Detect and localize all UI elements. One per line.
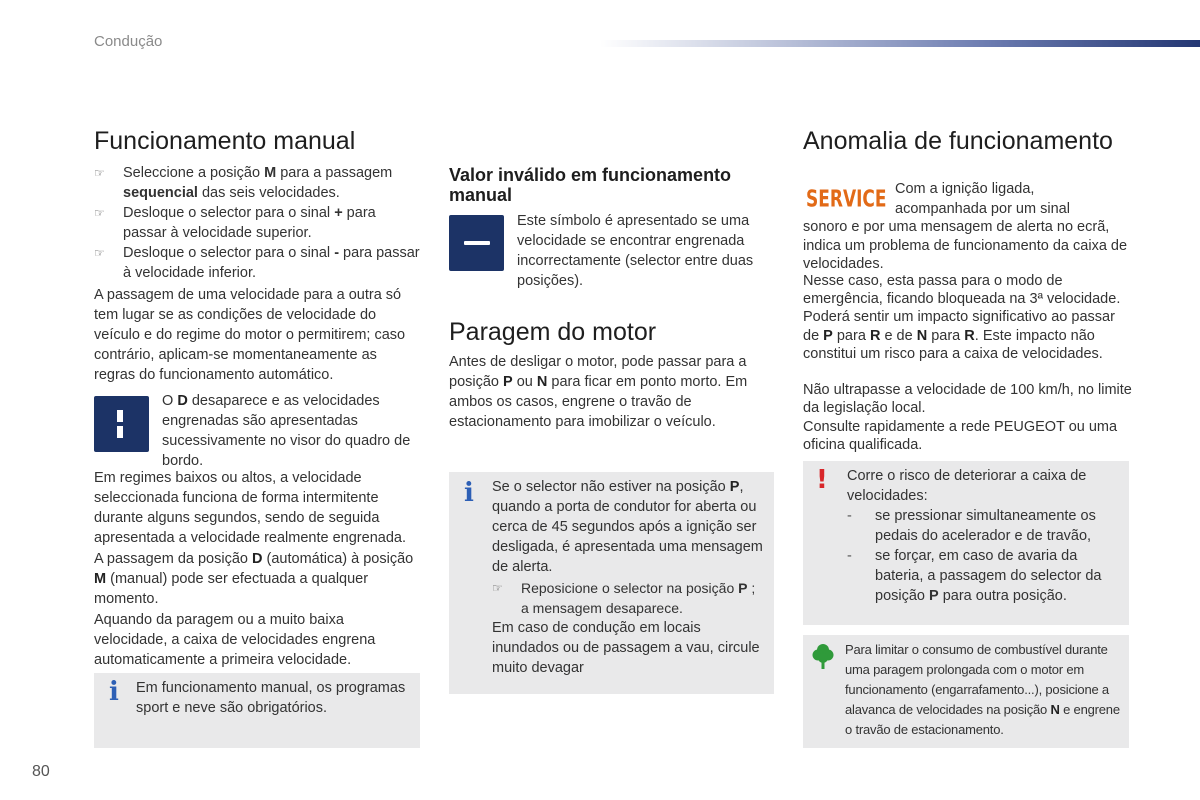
page-number: 80 [32,763,50,780]
info-box-paragem [449,472,774,694]
eco-text: Para limitar o consumo de combustível durante uma paragem prolongada com o motor em funcionamento (engarrafamento...), posicione a alavanca de velocidades na posição N e engrene o travão de estacionamento. [845,642,1120,737]
symbol-description: Este símbolo é apresentado se uma velocidade se encontrar engrenada incorrectamente (selector entre duas posições). [517,213,754,289]
manual-paragraph-2: Em regimes baixos ou altos, a velocidade seleccionada funciona de forma intermitente durante alguns segundos, sendo de seguida apresentada a velocidade realmente engrenada. [94,470,406,546]
list-item: - se pressionar simultaneamente os pedais do acelerador e de travão, [847,508,1096,544]
warning-box [803,461,1129,625]
exclamation-icon: ! [816,465,828,495]
hand-pointer-icon: ☞ [492,581,503,595]
section-title: Condução [94,33,163,50]
manual-paragraph-1: A passagem de uma velocidade para a outra só tem lugar se as condições de velocidade do veículo e do regime do motor o permitirem; caso contrário, aplicam-se momentaneamente as regras do funcionamento automático. [94,287,406,383]
info-box-manual [94,673,420,748]
anomalia-paragraph-3: Consulte rapidamente a rede PEUGEOT ou uma oficina qualificada. [803,419,1118,454]
info-paragraph: Se o selector não estiver na posição P, quando a porta de condutor for aberta ou cerca de 45 segundos após a ignição ser desligada, é apresentada uma mensagem de alerta. [492,479,763,575]
header-bar [600,40,1200,47]
anomalia-paragraph-2: Não ultrapasse a velocidade de 100 km/h, no limite da legislação local. [803,382,1132,417]
bullet-item: ☞ Seleccione a posição M para a passagem sequencial das seis velocidades. [94,165,393,201]
paragem-motor-title: Paragem do motor [449,318,657,346]
manual-paragraph-4: Aquando da paragem ou a muito baixa velocidade, a caixa de velocidades engrena automaticamente a primeira velocidade. [94,612,376,668]
service-description: sonoro e por uma mensagem de alerta no ecrã, indica um problema de funcionamento da caixa de velocidades. [803,219,1128,272]
info-bullets [492,578,764,618]
paragem-paragraph: Antes de desligar o motor, pode passar para a posição P ou N para ficar em ponto morto. Em ambos os casos, engrene o travão de estacionamento para imobilizar o veículo. [449,354,748,430]
valor-invalido-title: Valor inválido em funcionamento manual [449,165,732,205]
gear-display-icon [94,396,149,452]
hand-pointer-icon: ☞ [94,206,105,220]
hand-pointer-icon: ☞ [94,166,105,180]
display-description: O D desaparece e as velocidades engrenadas são apresentadas sucessivamente no visor do quadro de bordo. [162,393,411,469]
hand-pointer-icon: ☞ [94,246,105,260]
anomalia-title: Anomalia de funcionamento [803,127,1113,155]
eco-box [803,635,1129,748]
bullet-item: ☞ Desloque o selector para o sinal + para passar à velocidade superior. [94,205,376,241]
bullet-item: ☞ Reposicione o selector na posição P ; a mensagem desaparece. [492,580,756,616]
manual-bullets [94,163,420,283]
service-warning-icon: SERVICE [806,186,887,213]
info-icon: i [109,677,119,707]
info-icon: i [464,478,474,508]
service-lead-text: Com a ignição ligada, acompanhada por um sinal [895,181,1070,217]
list-item: - se forçar, em caso de avaria da bateria, a passagem do selector da posição P para outra posição. [847,548,1102,604]
warning-list [847,506,1119,606]
info-paragraph-2: Em caso de condução em locais inundados ou de passagem a vau, circule muito devagar [492,620,760,676]
funcionamento-manual-title: Funcionamento manual [94,127,356,155]
manual-paragraph-3: A passagem da posição D (automática) à posição M (manual) pode ser efectuada a qualquer momento. [94,551,414,607]
tree-icon [812,642,834,675]
warning-lead: Corre o risco de deteriorar a caixa de velocidades: [847,468,1087,504]
bullet-item: ☞ Desloque o selector para o sinal - para passar à velocidade inferior. [94,245,420,281]
anomalia-paragraph-1: Nesse caso, esta passa para o modo de emergência, ficando bloqueada na 3ª velocidade. Poderá sentir um impacto significativo ao passar de P para R e de N para R. Este impacto não constitui um risco para a caixa de velocidades. [803,273,1121,362]
info-text: Em funcionamento manual, os programas sport e neve são obrigatórios. [136,680,406,716]
gear-display-icon [449,215,504,271]
